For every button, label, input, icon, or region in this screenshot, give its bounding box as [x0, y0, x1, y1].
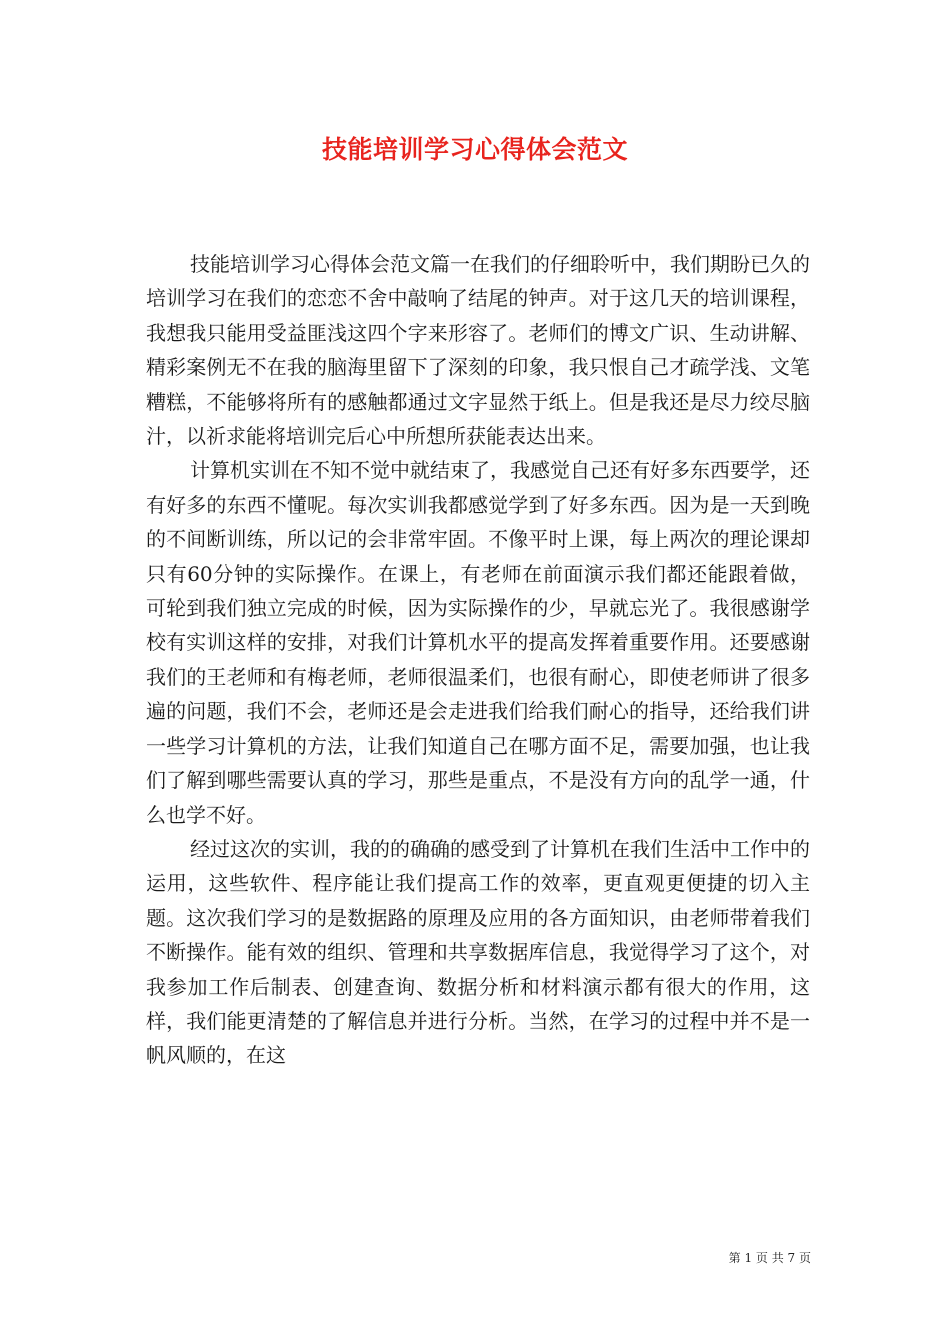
page-title: 技能培训学习心得体会范文: [321, 135, 628, 164]
document-body: [146, 247, 810, 1073]
paragraph-1: 技能培训学习心得体会范文篇一在我们的仔细聆听中，我们期盼已久的培训学习在我们的恋恋不舍中敲响了结尾的钟声。对于这几天的培训课程，我想我只能用受益匪浅这四个字来形容了。老师们的博文广识、生动讲解、精彩案例无不在我的脑海里留下了深刻的印象，我只恨自己才疏学浅、文笔糟糕，不能够将所有的感触都通过文字显然于纸上。但是我还是尽力绞尽脑汁，以祈求能将培训完后心中所想所获能表达出来。: [146, 252, 810, 449]
paragraph-3: 经过这次的实训，我的的确确的感受到了计算机在我们生活中工作中的运用，这些软件、程序能让我们提高工作的效率，更直观更便捷的切入主题。这次我们学习的是数据路的原理及应用的各方面知识，由老师带着我们不断操作。能有效的组织、管理和共享数据库信息，我觉得学习了这个，对我参加工作后制表、创建查询、数据分析和材料演示都有很大的作用，这样，我们能更清楚的了解信息并进行分析。当然，在学习的过程中并不是一帆风顺的，在这: [146, 836, 810, 1068]
page-number: 第 1 页 共 7 页: [728, 1251, 811, 1265]
paragraph-2: 计算机实训在不知不觉中就结束了，我感觉自己还有好多东西要学，还有好多的东西不懂呢。每次实训我都感觉学到了好多东西。因为是一天到晚的不间断训练，所以记的会非常牢固。不像平时上课，每上两次的理论课却只有60分钟的实际操作。在课上，有老师在前面演示我们都还能跟着做，可轮到我们独立完成的时候，因为实际操作的少，早就忘光了。我很感谢学校有实训这样的安排，对我们计算机水平的提高发挥着重要作用。还要感谢我们的王老师和有梅老师，老师很温柔们，也很有耐心，即使老师讲了很多遍的问题，我们不会，老师还是会走进我们给我们耐心的指导，还给我们讲一些学习计算机的方法，让我们知道自己在哪方面不足，需要加强，也让我们了解到哪些需要认真的学习，那些是重点，不是没有方向的乱学一通，什么也学不好。: [146, 458, 810, 827]
